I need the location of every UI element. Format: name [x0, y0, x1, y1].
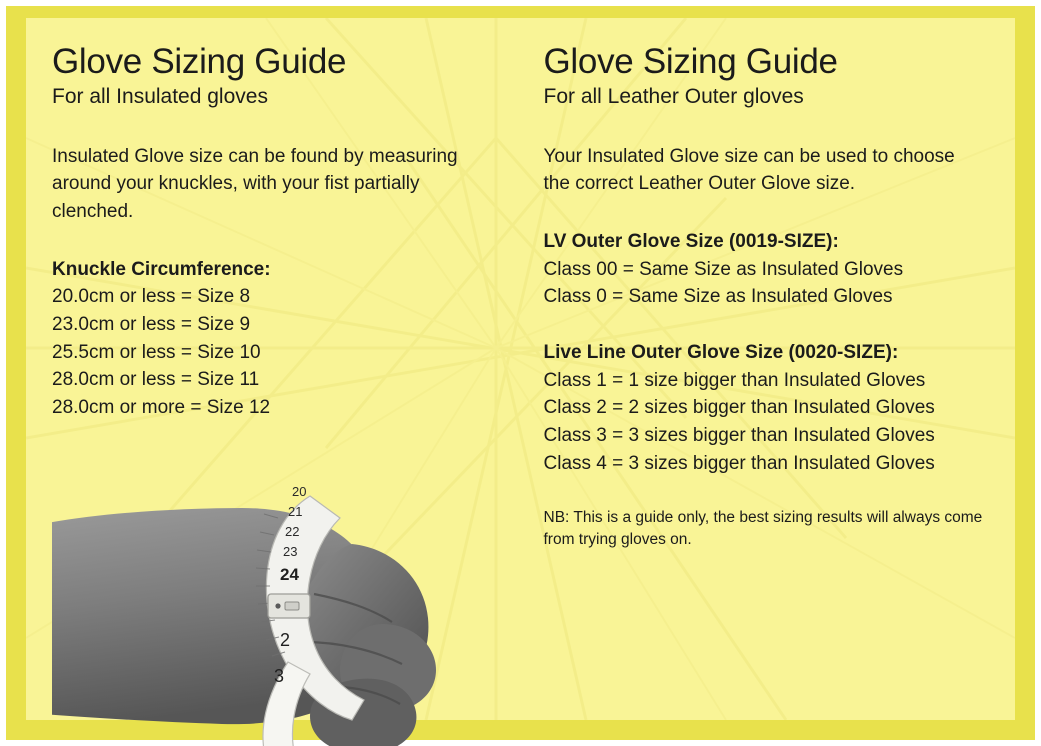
tape-number: 22 [285, 524, 300, 539]
list-item: Class 1 = 1 size bigger than Insulated Gloves [543, 369, 926, 391]
left-page-subtitle: For all Insulated gloves [52, 84, 268, 108]
hand-illustration [52, 474, 522, 746]
list-item: 25.5cm or less = Size 10 [52, 341, 261, 363]
right-intro-text: Your Insulated Glove size can be used to choose the correct Leather Outer Glove size. [543, 145, 955, 195]
list-item: Class 00 = Same Size as Insulated Gloves [543, 258, 904, 280]
list-item: Class 4 = 3 sizes bigger than Insulated Gloves [543, 452, 935, 474]
left-intro-text: Insulated Glove size can be found by measuring around your knuckles, with your fist partially clenched. [52, 145, 458, 222]
list-item: Class 2 = 2 sizes bigger than Insulated Gloves [543, 397, 935, 419]
leather-outer-gloves-column [544, 44, 986, 551]
knuckle-circumference-heading: Knuckle Circumference: [52, 258, 271, 280]
two-column-layout [52, 42, 985, 686]
lv-outer-glove-list [544, 256, 986, 311]
right-page-subtitle: For all Leather Outer gloves [543, 84, 804, 108]
tape-number: 20 [292, 484, 307, 499]
tape-number: 24 [280, 565, 299, 584]
list-item: 20.0cm or less = Size 8 [52, 286, 251, 308]
list-item: Class 3 = 3 sizes bigger than Insulated Gloves [543, 425, 935, 447]
list-item: 28.0cm or less = Size 11 [52, 369, 260, 391]
list-item: 28.0cm or more = Size 12 [52, 397, 271, 419]
left-page-title: Glove Sizing Guide [52, 42, 347, 81]
tape-number: 2 [280, 630, 291, 650]
hand-with-tape-measure-photo [52, 474, 522, 746]
tape-number: 3 [274, 666, 285, 686]
knuckle-size-list [52, 283, 494, 422]
guide-disclaimer-note: NB: This is a guide only, the best sizing results will always come from trying gloves on. [543, 509, 983, 549]
content-area [26, 18, 1015, 720]
list-item: 23.0cm or less = Size 9 [52, 313, 251, 335]
tape-number: 21 [288, 504, 303, 519]
list-item: Class 0 = Same Size as Insulated Gloves [543, 286, 893, 308]
lv-outer-glove-heading: LV Outer Glove Size (0019-SIZE): [543, 230, 839, 252]
tape-number: 23 [283, 544, 298, 559]
right-page-title: Glove Sizing Guide [543, 42, 838, 81]
insulated-gloves-column [52, 42, 494, 686]
live-line-outer-glove-list [544, 367, 986, 478]
live-line-outer-glove-heading: Live Line Outer Glove Size (0020-SIZE): [543, 342, 899, 363]
